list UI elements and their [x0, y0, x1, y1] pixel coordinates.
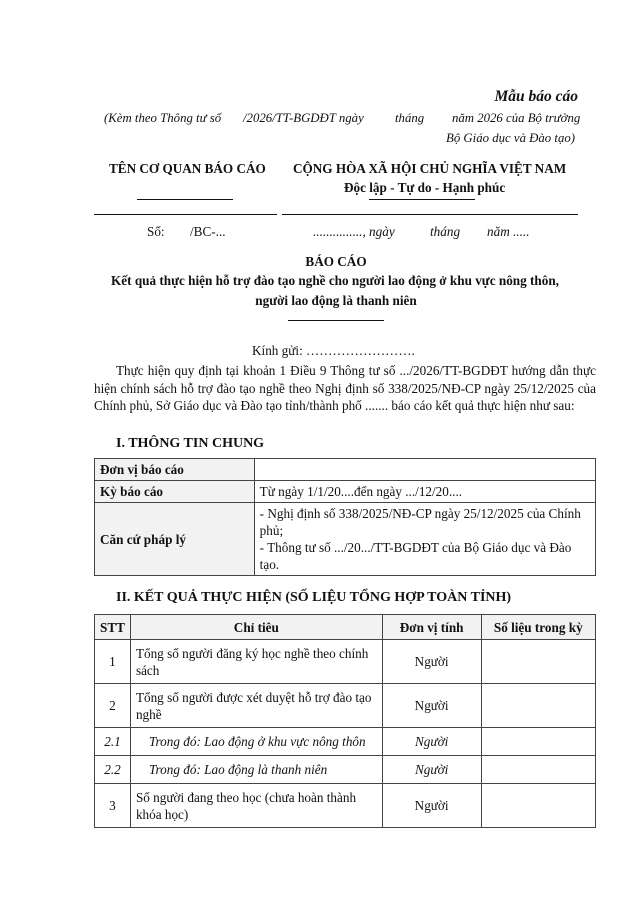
report-subtitle-line1: Kết quả thực hiện hỗ trợ đào tạo nghề cho người lao động ở khu vực nông thôn, — [111, 273, 559, 288]
table-row — [95, 503, 596, 576]
date-place: ..............., ngày — [313, 224, 395, 239]
section1-heading: I. THÔNG TIN CHUNG — [116, 436, 265, 451]
col-header-unit: Đơn vị tính — [382, 615, 481, 640]
table-row — [95, 784, 596, 828]
legal-basis-line1: - Nghị định số 338/2025/NĐ-CP ngày 25/12/2025 của Chính phủ; — [259, 506, 581, 538]
legal-basis-line2: - Thông tư số .../20.../TT-BGDĐT của Bộ Giáo dục và Đào tạo. — [259, 540, 572, 572]
row-indicator: Trong đó: Lao động là thanh niên — [130, 756, 382, 784]
row-stt: 2.2 — [95, 756, 131, 784]
table-header-row — [95, 615, 596, 640]
attach-note-line2: Bộ Giáo dục và Đào tạo) — [446, 131, 576, 145]
header-rule-right — [282, 214, 578, 215]
row-stt: 2 — [95, 684, 131, 728]
date-month: tháng — [430, 224, 461, 239]
col-header-indicator: Chỉ tiêu — [130, 615, 382, 640]
row-indicator: Tổng số người được xét duyệt hỗ trợ đào tạo nghề — [130, 684, 382, 728]
row-unit: Người — [382, 684, 481, 728]
title-underline — [288, 320, 384, 321]
nation-name: CỘNG HÒA XÃ HỘI CHỦ NGHĨA VIỆT NAM — [293, 161, 567, 176]
attach-note-part-d: năm 2026 của Bộ trưởng — [452, 111, 581, 125]
recipient: Kính gửi: ……………………. — [252, 343, 415, 358]
general-info-table — [94, 458, 596, 576]
report-title: BÁO CÁO — [305, 254, 367, 269]
row-value — [254, 459, 595, 481]
row-unit: Người — [382, 784, 481, 828]
attach-note-part-a: (Kèm theo Thông tư số — [104, 111, 222, 125]
row-indicator: Trong đó: Lao động ở khu vực nông thôn — [130, 728, 382, 756]
row-unit: Người — [382, 756, 481, 784]
table-row — [95, 728, 596, 756]
row-label: Căn cứ pháp lý — [95, 503, 255, 576]
table-row — [95, 459, 596, 481]
form-label: Mẫu báo cáo — [494, 88, 578, 105]
row-value — [481, 728, 595, 756]
intro-paragraph — [94, 362, 596, 415]
row-stt: 1 — [95, 640, 131, 684]
row-value — [481, 684, 595, 728]
row-label: Kỳ báo cáo — [95, 481, 255, 503]
attach-note-part-c: tháng — [395, 111, 425, 125]
row-value — [481, 784, 595, 828]
col-header-value: Số liệu trong kỳ — [481, 615, 595, 640]
table-row — [95, 640, 596, 684]
date-year: năm ..... — [487, 224, 530, 239]
report-subtitle-line2: người lao động là thanh niên — [255, 293, 417, 308]
row-unit: Người — [382, 640, 481, 684]
agency-underline — [137, 199, 233, 200]
row-label: Đơn vị báo cáo — [95, 459, 255, 481]
row-stt: 2.1 — [95, 728, 131, 756]
results-table — [94, 614, 596, 828]
motto-underline — [369, 199, 475, 200]
table-row — [95, 756, 596, 784]
row-indicator: Số người đang theo học (chưa hoàn thành khóa học) — [130, 784, 382, 828]
motto: Độc lập - Tự do - Hạnh phúc — [344, 180, 506, 195]
row-value — [254, 503, 595, 576]
row-value — [481, 756, 595, 784]
row-indicator: Tổng số người đăng ký học nghề theo chính sách — [130, 640, 382, 684]
section2-heading: II. KẾT QUẢ THỰC HIỆN (SỐ LIỆU TỔNG HỢP TOÀN TỈNH) — [116, 590, 512, 605]
row-unit: Người — [382, 728, 481, 756]
col-header-stt: STT — [95, 615, 131, 640]
agency-name: TÊN CƠ QUAN BÁO CÁO — [109, 161, 266, 176]
intro-text: Thực hiện quy định tại khoản 1 Điều 9 Thông tư số .../2026/TT-BGDĐT hướng dẫn thực hiện chính sách hỗ trợ đào tạo nghề theo Nghị định số 338/2025/NĐ-CP ngày 25/12/2025 của Chính phủ, Sở Giáo dục và Đào tạo tỉnh/thành phố ....... báo cáo kết quả thực hiện như sau: — [94, 363, 596, 414]
row-value: Từ ngày 1/1/20....đến ngày .../12/20.... — [254, 481, 595, 503]
doc-number-suffix: /BC-... — [190, 224, 226, 239]
doc-number-label: Số: — [147, 224, 165, 239]
row-stt: 3 — [95, 784, 131, 828]
row-value — [481, 640, 595, 684]
attach-note-part-b: /2026/TT-BGDĐT ngày — [243, 111, 364, 125]
table-row — [95, 481, 596, 503]
table-row — [95, 684, 596, 728]
header-rule-left — [94, 214, 277, 215]
